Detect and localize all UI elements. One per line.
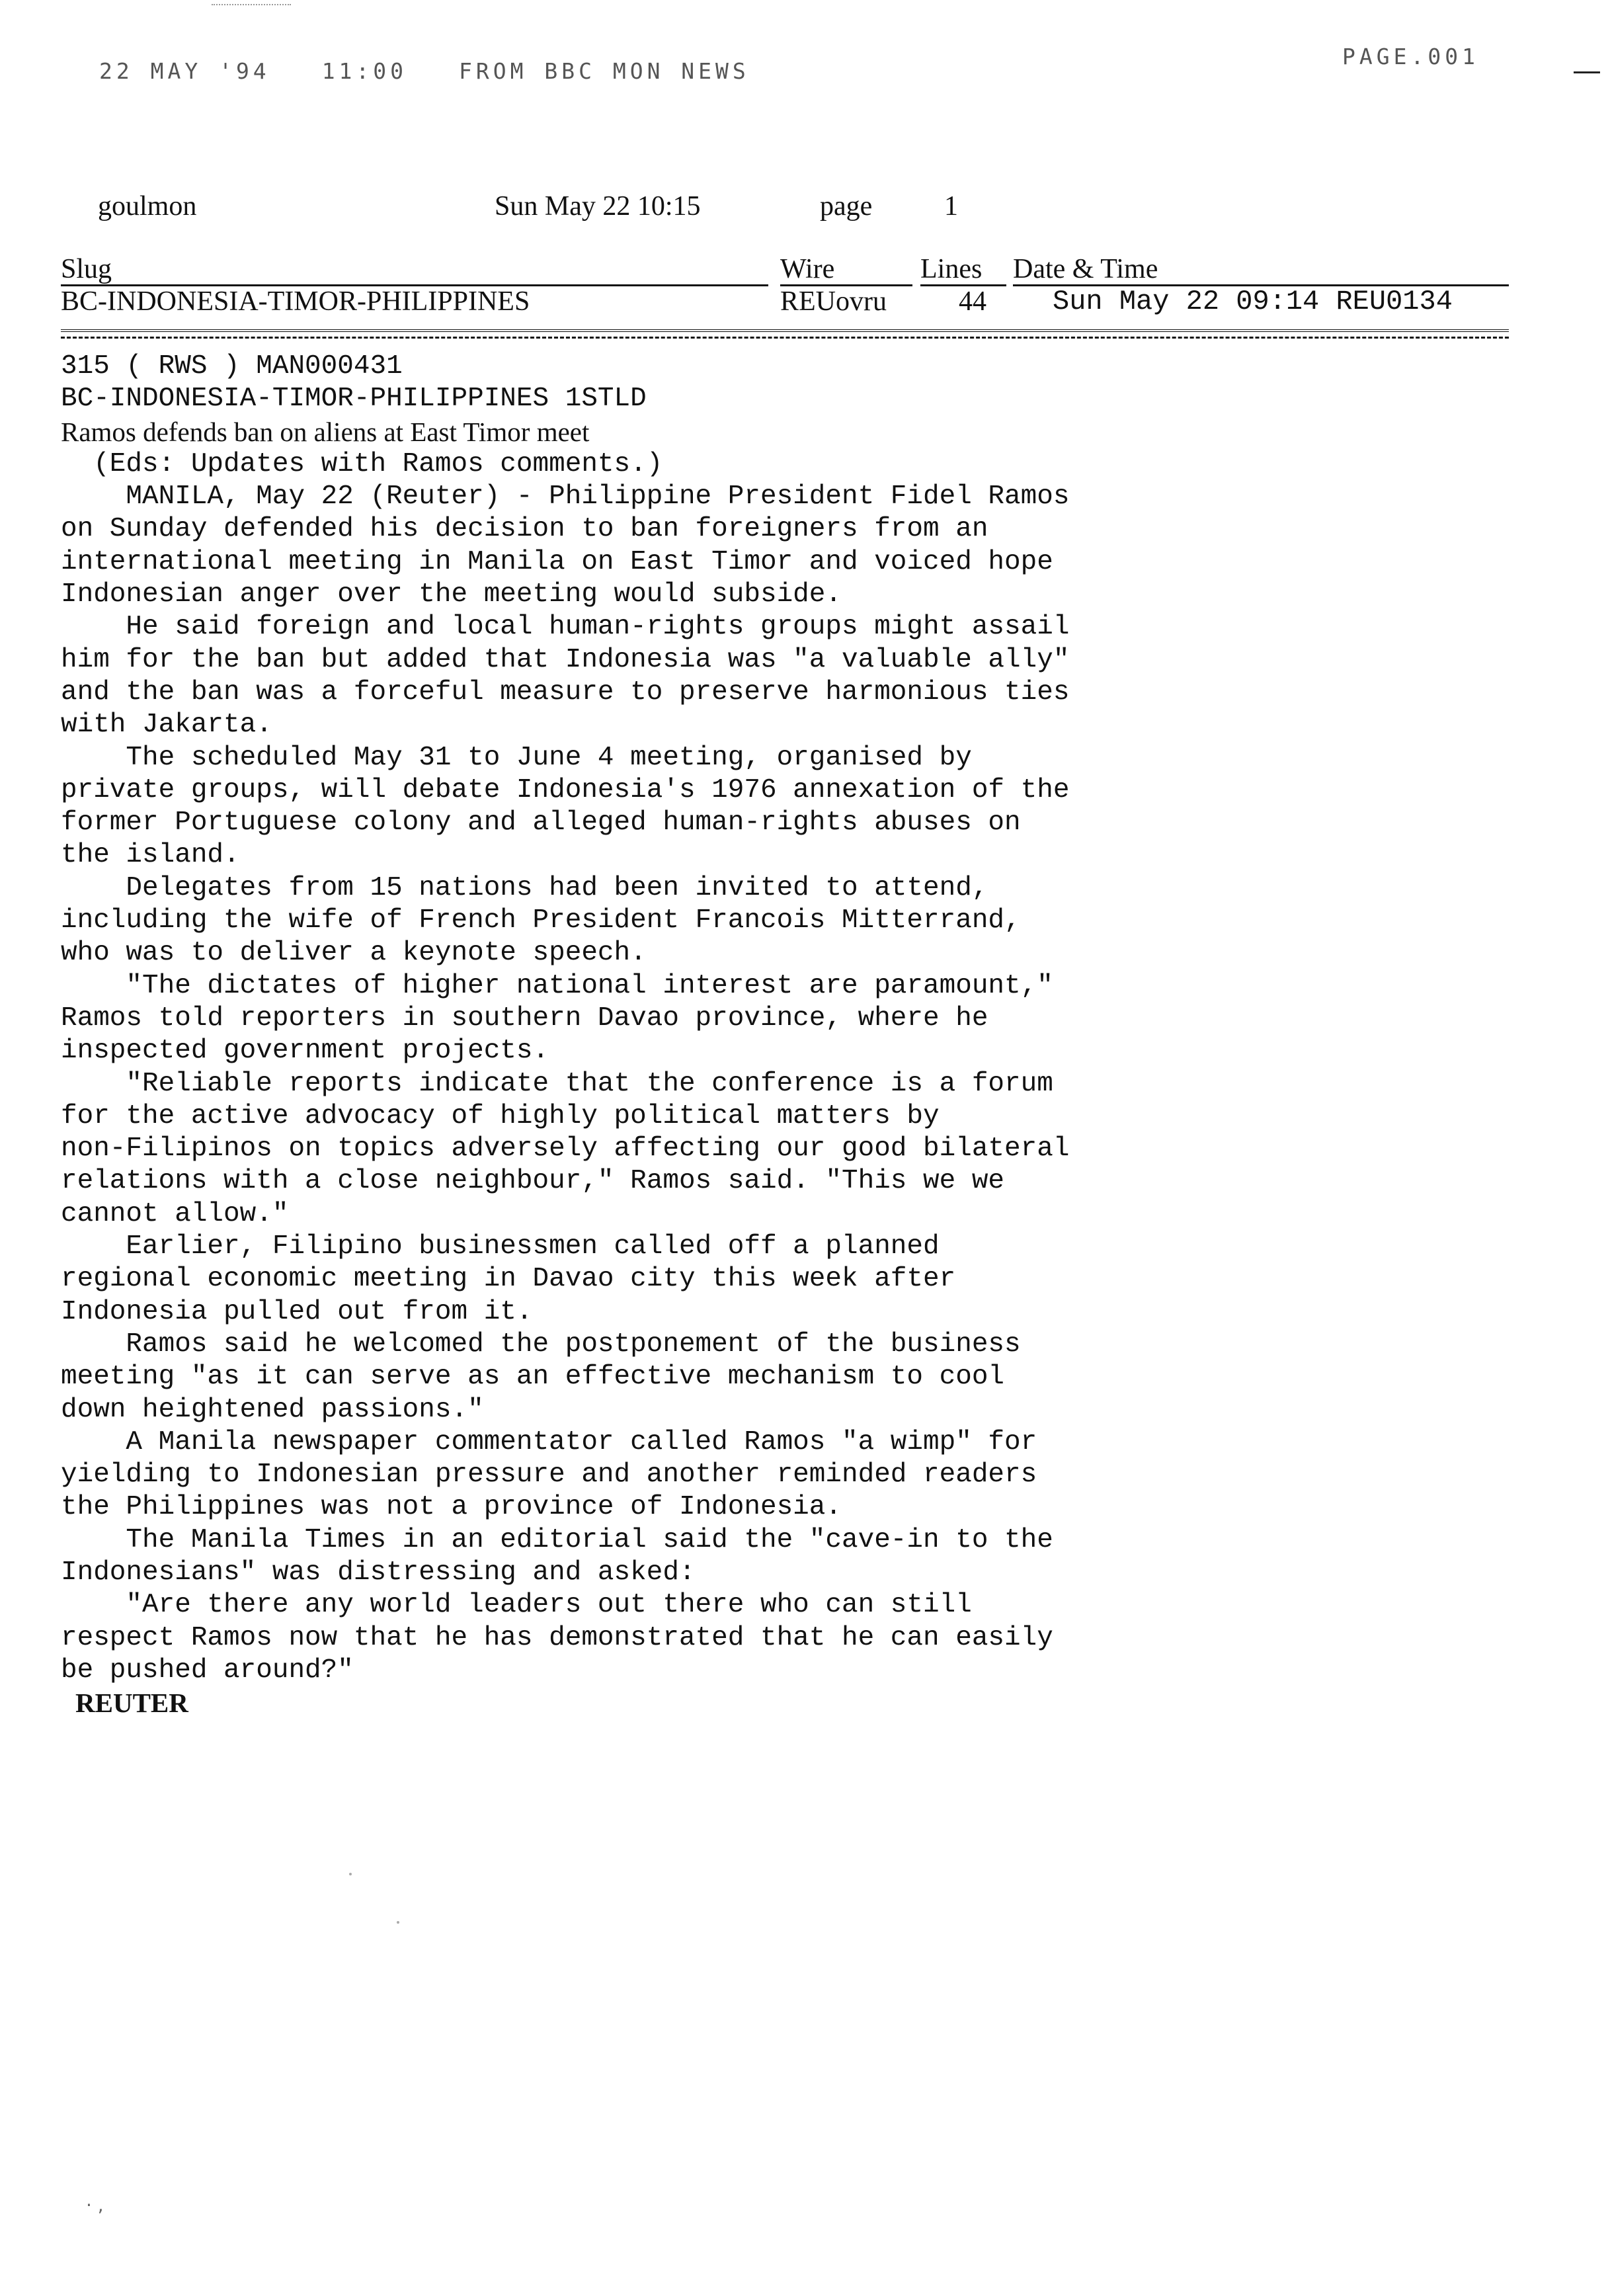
story-body <box>61 481 1317 1687</box>
editors-note: (Eds: Updates with Ramos comments.) <box>61 448 663 479</box>
story-slug-line: BC-INDONESIA-TIMOR-PHILIPPINES 1STLD <box>61 384 647 415</box>
meta-page-number: 1 <box>944 191 958 222</box>
body-line: for the active advocacy of highly political matters by <box>61 1100 940 1131</box>
body-line: including the wife of French President Francois Mitterrand, <box>61 905 1021 936</box>
scan-dot <box>397 1921 399 1924</box>
body-line: "The dictates of higher national interest are paramount," <box>61 970 1053 1001</box>
body-line: relations with a close neighbour," Ramos said. "This we we <box>61 1166 1005 1197</box>
body-line: non-Filipinos on topics adversely affecting our good bilateral <box>61 1133 1070 1165</box>
value-date-time: Sun May 22 09:14 REU0134 <box>1053 286 1453 317</box>
body-line: be pushed around?" <box>61 1655 354 1686</box>
value-slug: BC-INDONESIA-TIMOR-PHILIPPINES <box>61 286 530 317</box>
body-line: down heightened passions." <box>61 1394 484 1425</box>
value-lines: 44 <box>959 286 986 317</box>
body-line: "Reliable reports indicate that the conference is a forum <box>61 1068 1053 1099</box>
header-slug: Slug <box>61 254 768 286</box>
body-line: "Are there any world leaders out there who can still <box>61 1590 972 1621</box>
body-line: Ramos said he welcomed the postponement of the business <box>61 1329 1021 1360</box>
body-line: meeting "as it can serve as an effective mechanism to cool <box>61 1362 1005 1393</box>
edge-mark <box>1574 71 1600 73</box>
body-line: and the ban was a forceful measure to preserve harmonious ties <box>61 676 1070 708</box>
body-line: private groups, will debate Indonesia's 1976 annexation of the <box>61 774 1070 805</box>
body-line: regional economic meeting in Davao city this week after <box>61 1264 956 1295</box>
body-line: on Sunday defended his decision to ban foreigners from an <box>61 514 988 545</box>
fax-time: 11:00 <box>321 58 408 84</box>
story-id-line: 315 ( RWS ) MAN000431 <box>61 351 403 382</box>
body-line: He said foreign and local human-rights groups might assail <box>61 612 1070 643</box>
sign-off: REUTER <box>75 1688 188 1719</box>
body-line: the island. <box>61 840 240 871</box>
scan-speck <box>212 4 291 8</box>
body-line: A Manila newspaper commentator called Ramos "a wimp" for <box>61 1426 1037 1457</box>
fax-page-number: PAGE.001 <box>1342 44 1479 69</box>
article <box>61 350 1317 1719</box>
fax-source: FROM BBC MON NEWS <box>459 58 750 84</box>
story-headline: Ramos defends ban on aliens at East Timor meet <box>61 416 590 447</box>
value-wire: REUovru <box>780 286 887 317</box>
fax-header <box>99 58 801 84</box>
body-line: yielding to Indonesian pressure and another reminded readers <box>61 1459 1037 1491</box>
meta-user: goulmon <box>98 191 197 222</box>
meta-timestamp: Sun May 22 10:15 <box>495 191 701 222</box>
fax-date: 22 MAY '94 <box>99 58 270 84</box>
separator-rule <box>61 329 1509 339</box>
body-line: MANILA, May 22 (Reuter) - Philippine President Fidel Ramos <box>61 481 1070 512</box>
body-line: former Portuguese colony and alleged human-rights abuses on <box>61 807 1021 839</box>
header-date-time: Date & Time <box>1013 254 1509 286</box>
body-line: Delegates from 15 nations had been invited to attend, <box>61 872 988 903</box>
body-line: Ramos told reporters in southern Davao province, where he <box>61 1003 988 1034</box>
body-line: Indonesia pulled out from it. <box>61 1296 533 1327</box>
body-line: Indonesians" was distressing and asked: <box>61 1557 696 1588</box>
scan-dot <box>349 1873 352 1875</box>
column-values <box>61 286 1509 319</box>
body-line: Earlier, Filipino businessmen called off a planned <box>61 1231 940 1262</box>
meta-page-label: page <box>820 191 873 222</box>
body-line: respect Ramos now that he has demonstrated that he can easily <box>61 1622 1053 1653</box>
body-line: The Manila Times in an editorial said the "cave-in to the <box>61 1524 1053 1555</box>
header-lines: Lines <box>920 254 1006 286</box>
body-line: The scheduled May 31 to June 4 meeting, organised by <box>61 742 972 773</box>
column-headers <box>61 254 1509 287</box>
body-line: inspected government projects. <box>61 1036 549 1067</box>
body-line: cannot allow." <box>61 1198 289 1229</box>
header-wire: Wire <box>780 254 912 286</box>
scan-mark: · , <box>86 2194 104 2216</box>
body-line: Indonesian anger over the meeting would subside. <box>61 579 842 610</box>
body-line: with Jakarta. <box>61 710 272 741</box>
body-line: international meeting in Manila on East Timor and voiced hope <box>61 546 1053 577</box>
body-line: who was to deliver a keynote speech. <box>61 938 647 969</box>
body-line: him for the ban but added that Indonesia was "a valuable ally" <box>61 644 1070 675</box>
body-line: the Philippines was not a province of Indonesia. <box>61 1492 842 1523</box>
